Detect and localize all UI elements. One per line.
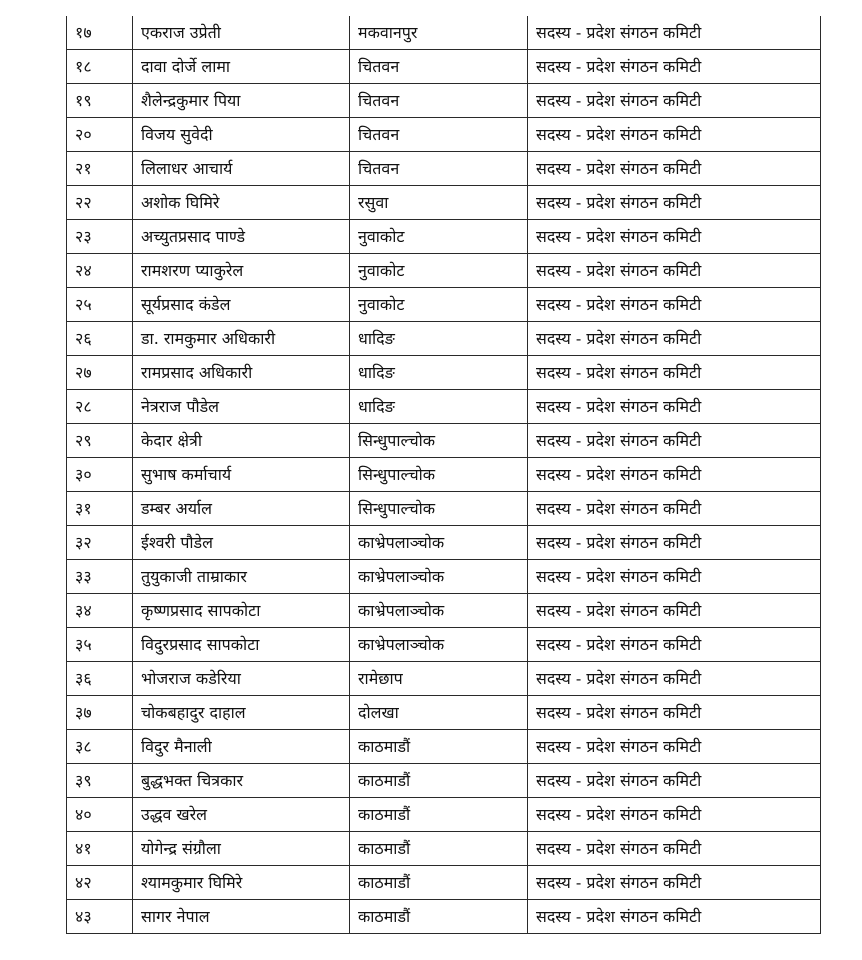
district-cell: धादिङ	[350, 322, 528, 356]
serial-number-cell: २७	[67, 356, 133, 390]
position-cell: सदस्य - प्रदेश संगठन कमिटी	[528, 798, 821, 832]
table-row	[67, 526, 821, 560]
serial-number-cell: २४	[67, 254, 133, 288]
table-row	[67, 730, 821, 764]
district-cell: मकवानपुर	[350, 16, 528, 50]
table-row	[67, 220, 821, 254]
position-cell: सदस्य - प्रदेश संगठन कमिटी	[528, 288, 821, 322]
serial-number-cell: ४२	[67, 866, 133, 900]
district-cell: रसुवा	[350, 186, 528, 220]
district-cell: नुवाकोट	[350, 288, 528, 322]
serial-number-cell: २२	[67, 186, 133, 220]
position-cell: सदस्य - प्रदेश संगठन कमिटी	[528, 764, 821, 798]
district-cell: काठमाडौं	[350, 866, 528, 900]
member-name-cell: केदार क्षेत्री	[133, 424, 350, 458]
position-cell: सदस्य - प्रदेश संगठन कमिटी	[528, 730, 821, 764]
district-cell: चितवन	[350, 50, 528, 84]
member-name-cell: लिलाधर आचार्य	[133, 152, 350, 186]
serial-number-cell: ४०	[67, 798, 133, 832]
serial-number-cell: २१	[67, 152, 133, 186]
member-name-cell: रामप्रसाद अधिकारी	[133, 356, 350, 390]
position-cell: सदस्य - प्रदेश संगठन कमिटी	[528, 50, 821, 84]
position-cell: सदस्य - प्रदेश संगठन कमिटी	[528, 84, 821, 118]
district-cell: काभ्रेपलाञ्चोक	[350, 526, 528, 560]
district-cell: काठमाडौं	[350, 832, 528, 866]
serial-number-cell: २६	[67, 322, 133, 356]
position-cell: सदस्य - प्रदेश संगठन कमिटी	[528, 16, 821, 50]
serial-number-cell: ४१	[67, 832, 133, 866]
member-roster-table	[66, 16, 821, 934]
district-cell: काभ्रेपलाञ्चोक	[350, 560, 528, 594]
member-name-cell: विजय सुवेदी	[133, 118, 350, 152]
serial-number-cell: ३०	[67, 458, 133, 492]
table-row	[67, 900, 821, 934]
position-cell: सदस्य - प्रदेश संगठन कमिटी	[528, 900, 821, 934]
table-row	[67, 492, 821, 526]
district-cell: रामेछाप	[350, 662, 528, 696]
member-name-cell: विदुरप्रसाद सापकोटा	[133, 628, 350, 662]
member-name-cell: भोजराज कडेरिया	[133, 662, 350, 696]
table-row	[67, 254, 821, 288]
serial-number-cell: २३	[67, 220, 133, 254]
district-cell: काठमाडौं	[350, 764, 528, 798]
position-cell: सदस्य - प्रदेश संगठन कमिटी	[528, 186, 821, 220]
table-row	[67, 832, 821, 866]
district-cell: नुवाकोट	[350, 254, 528, 288]
district-cell: चितवन	[350, 118, 528, 152]
position-cell: सदस्य - प्रदेश संगठन कमिटी	[528, 662, 821, 696]
member-name-cell: डम्बर अर्याल	[133, 492, 350, 526]
table-row	[67, 390, 821, 424]
table-row	[67, 322, 821, 356]
member-name-cell: एकराज उप्रेती	[133, 16, 350, 50]
district-cell: सिन्धुपाल्चोक	[350, 458, 528, 492]
district-cell: सिन्धुपाल्चोक	[350, 492, 528, 526]
position-cell: सदस्य - प्रदेश संगठन कमिटी	[528, 118, 821, 152]
district-cell: काठमाडौं	[350, 730, 528, 764]
serial-number-cell: १७	[67, 16, 133, 50]
position-cell: सदस्य - प्रदेश संगठन कमिटी	[528, 322, 821, 356]
table-row	[67, 288, 821, 322]
position-cell: सदस्य - प्रदेश संगठन कमिटी	[528, 492, 821, 526]
table-row	[67, 118, 821, 152]
member-name-cell: कृष्णप्रसाद सापकोटा	[133, 594, 350, 628]
member-name-cell: अशोक घिमिरे	[133, 186, 350, 220]
table-row	[67, 866, 821, 900]
table-row	[67, 628, 821, 662]
district-cell: काभ्रेपलाञ्चोक	[350, 594, 528, 628]
table-row	[67, 662, 821, 696]
member-name-cell: दावा दोर्जे लामा	[133, 50, 350, 84]
serial-number-cell: ३५	[67, 628, 133, 662]
table-row	[67, 594, 821, 628]
member-name-cell: श्यामकुमार घिमिरे	[133, 866, 350, 900]
member-name-cell: बुद्धभक्त चित्रकार	[133, 764, 350, 798]
position-cell: सदस्य - प्रदेश संगठन कमिटी	[528, 832, 821, 866]
district-cell: चितवन	[350, 152, 528, 186]
serial-number-cell: ३६	[67, 662, 133, 696]
member-name-cell: सूर्यप्रसाद कंडेल	[133, 288, 350, 322]
serial-number-cell: ३९	[67, 764, 133, 798]
member-name-cell: तुयुकाजी ताम्राकार	[133, 560, 350, 594]
table-row	[67, 798, 821, 832]
table-row	[67, 152, 821, 186]
serial-number-cell: २०	[67, 118, 133, 152]
member-name-cell: सुभाष कर्माचार्य	[133, 458, 350, 492]
member-name-cell: शैलेन्द्रकुमार पिया	[133, 84, 350, 118]
position-cell: सदस्य - प्रदेश संगठन कमिटी	[528, 356, 821, 390]
position-cell: सदस्य - प्रदेश संगठन कमिटी	[528, 560, 821, 594]
serial-number-cell: २५	[67, 288, 133, 322]
table-row	[67, 186, 821, 220]
district-cell: काठमाडौं	[350, 900, 528, 934]
position-cell: सदस्य - प्रदेश संगठन कमिटी	[528, 390, 821, 424]
table-row	[67, 50, 821, 84]
serial-number-cell: ३२	[67, 526, 133, 560]
member-name-cell: सागर नेपाल	[133, 900, 350, 934]
serial-number-cell: १८	[67, 50, 133, 84]
member-name-cell: रामशरण प्याकुरेल	[133, 254, 350, 288]
serial-number-cell: ३१	[67, 492, 133, 526]
member-name-cell: ईश्वरी पौडेल	[133, 526, 350, 560]
position-cell: सदस्य - प्रदेश संगठन कमिटी	[528, 152, 821, 186]
table-row	[67, 458, 821, 492]
serial-number-cell: १९	[67, 84, 133, 118]
table-row	[67, 356, 821, 390]
position-cell: सदस्य - प्रदेश संगठन कमिटी	[528, 866, 821, 900]
member-name-cell: डा. रामकुमार अधिकारी	[133, 322, 350, 356]
table-row	[67, 560, 821, 594]
member-name-cell: अच्युतप्रसाद पाण्डे	[133, 220, 350, 254]
position-cell: सदस्य - प्रदेश संगठन कमिटी	[528, 628, 821, 662]
district-cell: धादिङ	[350, 356, 528, 390]
position-cell: सदस्य - प्रदेश संगठन कमिटी	[528, 220, 821, 254]
serial-number-cell: ४३	[67, 900, 133, 934]
position-cell: सदस्य - प्रदेश संगठन कमिटी	[528, 254, 821, 288]
serial-number-cell: ३८	[67, 730, 133, 764]
district-cell: चितवन	[350, 84, 528, 118]
serial-number-cell: २८	[67, 390, 133, 424]
table-row	[67, 424, 821, 458]
table-row	[67, 764, 821, 798]
district-cell: काभ्रेपलाञ्चोक	[350, 628, 528, 662]
table-row	[67, 84, 821, 118]
serial-number-cell: ३७	[67, 696, 133, 730]
position-cell: सदस्य - प्रदेश संगठन कमिटी	[528, 526, 821, 560]
district-cell: धादिङ	[350, 390, 528, 424]
position-cell: सदस्य - प्रदेश संगठन कमिटी	[528, 696, 821, 730]
serial-number-cell: ३४	[67, 594, 133, 628]
member-name-cell: उद्धव खरेल	[133, 798, 350, 832]
position-cell: सदस्य - प्रदेश संगठन कमिटी	[528, 424, 821, 458]
district-cell: नुवाकोट	[350, 220, 528, 254]
position-cell: सदस्य - प्रदेश संगठन कमिटी	[528, 594, 821, 628]
member-name-cell: योगेन्द्र संग्रौला	[133, 832, 350, 866]
district-cell: काठमाडौं	[350, 798, 528, 832]
roster-body	[67, 16, 821, 934]
member-name-cell: चोकबहादुर दाहाल	[133, 696, 350, 730]
member-name-cell: नेत्रराज पौडेल	[133, 390, 350, 424]
district-cell: सिन्धुपाल्चोक	[350, 424, 528, 458]
table-row	[67, 16, 821, 50]
district-cell: दोलखा	[350, 696, 528, 730]
position-cell: सदस्य - प्रदेश संगठन कमिटी	[528, 458, 821, 492]
table-row	[67, 696, 821, 730]
member-name-cell: विदुर मैनाली	[133, 730, 350, 764]
serial-number-cell: २९	[67, 424, 133, 458]
serial-number-cell: ३३	[67, 560, 133, 594]
